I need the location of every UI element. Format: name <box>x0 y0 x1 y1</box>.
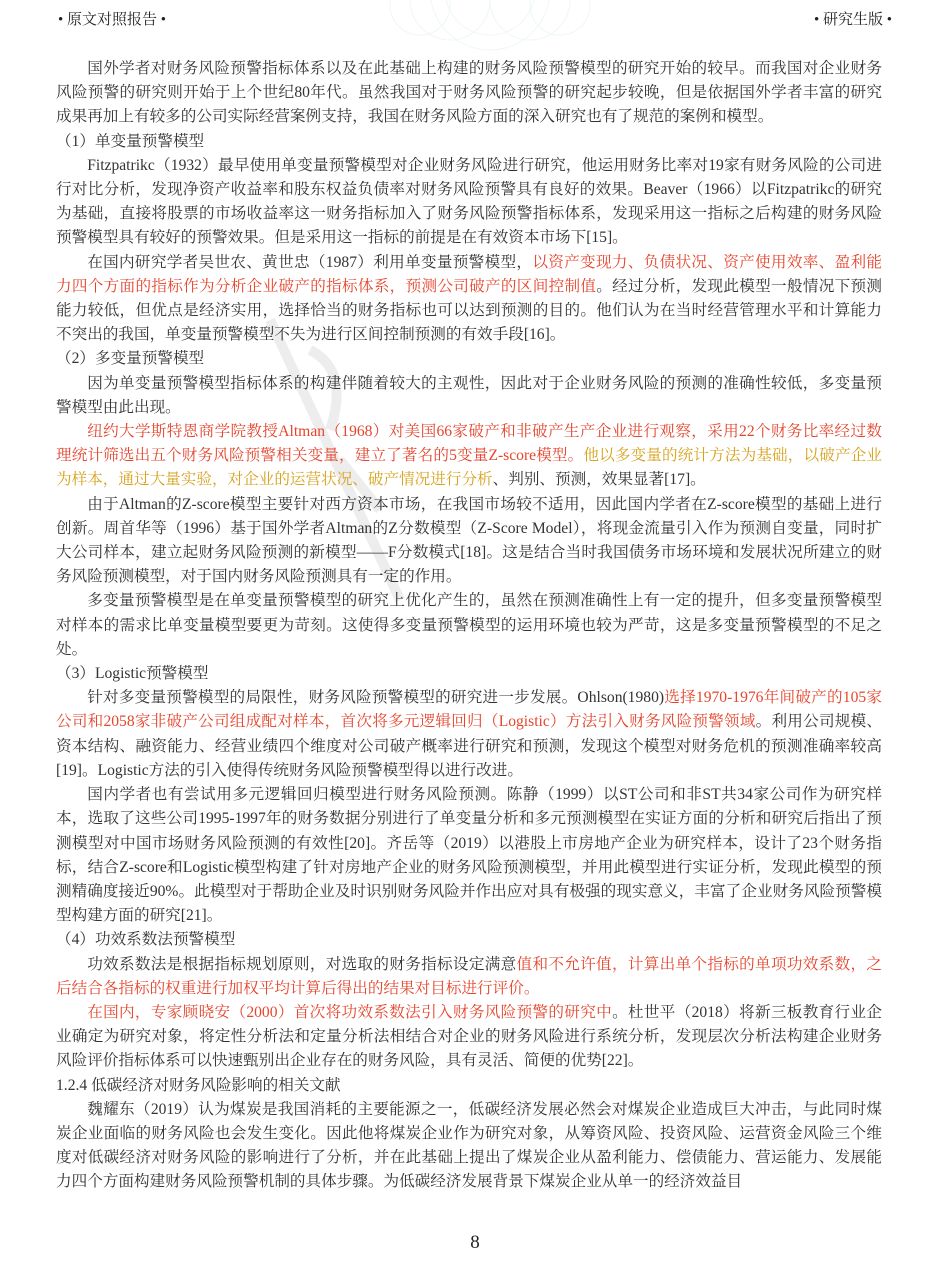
text-segment: 国外学者对财务风险预警指标体系以及在此基础上构建的财务风险预警模型的研究开始的较早。而我国对企业财务风险预警的研究则开始于上个世纪80年代。虽然我国对于财务风险预警的研究起步较晚，但是依据国外学者丰富的研究成果再加上有较多的公司实际经营案例支持，我国在财务风险方面的深入研究也有了规范的案例和模型。 <box>56 60 882 126</box>
text-segment: 。经过分析，发现此模型一般情况下预测能力较低，但优点是经济实用，选择恰当的财务指标也可以达到预测的目的。他们认为在当时经营管理水平和计算能力不突出的我国，单变量预警模型不失为进行区间控制预测的有效手段[16]。 <box>56 277 882 344</box>
text-segment: 功效系数法是根据指标规划原则，对选取的财务指标设定满意 <box>87 955 517 973</box>
text-segment: 在国内研究学者吴世农、黄世忠（1987）利用单变量预警模型， <box>87 253 533 271</box>
text-segment: 因为单变量预警模型指标体系的构建伴随着较大的主观性，因此对于企业财务风险的预测的准确性较低，多变量预警模型由此出现。 <box>56 374 882 416</box>
highlighted-text-yellow: 他以多变量的统计方法为基础，以破产企业为样本，通过大量实验，对企业的运营状况、破产情况进行分析 <box>56 447 882 489</box>
paragraph <box>56 783 882 928</box>
text-segment: （3）Logistic预警模型 <box>56 665 209 683</box>
paragraph <box>56 154 882 251</box>
section-heading <box>56 928 882 952</box>
text-segment: 、判别、预测，效果显著[17]。 <box>492 471 706 489</box>
text-segment: 由于Altman的Z-score模型主要针对西方资本市场，在我国市场较不适用，因此国内学者在Z-score模型的基础上进行创新。周首华等（1996）基于国外学者Altman的Z分数模型（Z-Score Model），将现金流量引入作为预测自变量，同时扩大公司样本，建立起财务风险预测的新模型——F分数模式[18]。这是结合当时我国债务市场环境和发展状况所建立的财务风险预测模型，对于国内财务风险预测具有一定的作用。 <box>56 495 882 586</box>
highlighted-text-red: 选择1970-1976年间破产的105家公司和2058家非破产公司组成配对样本，首次将多元逻辑回归（Logistic）方法引入财务风险预警领域 <box>56 689 882 731</box>
report-header-label: • 原文对照报告 • <box>58 12 167 28</box>
paragraph <box>56 493 882 590</box>
document-body <box>56 0 882 1195</box>
paragraph <box>56 251 882 348</box>
paragraph <box>56 420 882 493</box>
paragraph <box>56 953 882 1001</box>
highlighted-text-red: 以资产变现力、负债状况、资产使用效率、盈利能力四个方面的指标作为分析企业破产的指标体系，预测公司破产的区间控制值 <box>56 253 882 295</box>
paragraph <box>56 589 882 662</box>
paragraph <box>56 57 882 130</box>
section-heading <box>56 347 882 371</box>
paragraph <box>56 1001 882 1074</box>
section-heading <box>56 130 882 154</box>
text-segment: 。杜世平（2018）将新三板教育行业企业确定为研究对象，将定性分析法和定量分析法相结合对企业的财务风险进行系统分析，发现层次分析法构建企业财务风险评价指标体系可以快速甄别出企业存在的财务风险，具有灵活、简便的优势[22]。 <box>56 1003 882 1070</box>
paragraph <box>56 686 882 783</box>
section-heading <box>56 1074 882 1098</box>
paragraph <box>56 1098 882 1195</box>
paragraph <box>56 372 882 420</box>
text-segment: 1.2.4 低碳经济对财务风险影响的相关文献 <box>56 1076 341 1094</box>
highlighted-text-red: 值和不允许值，计算出单个指标的单项功效系数，之后结合各指标的权重进行加权平均计算后得出的结果对目标进行评价。 <box>56 955 882 997</box>
text-segment: 多变量预警模型是在单变量预警模型的研究上优化产生的，虽然在预测准确性上有一定的提升，但多变量预警模型对样本的需求比单变量模型要更为苛刻。这使得多变量预警模型的运用环境也较为严苛，这是多变量预警模型的不足之处。 <box>56 592 882 658</box>
text-segment: 。利用公司规模、资本结构、融资能力、经营业绩四个维度对公司破产概率进行研究和预测，发现这个模型对财务危机的预测准确率较高[19]。Logistic方法的引入使得传统财务风险预警模型得以进行改进。 <box>56 713 882 779</box>
text-segment: （2）多变量预警模型 <box>56 350 205 368</box>
text-segment: （4）功效系数法预警模型 <box>56 931 236 949</box>
highlighted-text-red: 在国内，专家顾晓安（2000）首次将功效系数法引入财务风险预警的研究中 <box>87 1003 613 1021</box>
text-segment: 魏耀东（2019）认为煤炭是我国消耗的主要能源之一，低碳经济发展必然会对煤炭企业造成巨大冲击，与此同时煤炭企业面临的财务风险也会发生变化。因此他将煤炭企业作为研究对象，从筹资风险、投资风险、运营资金风险三个维度对低碳经济对财务风险的影响进行了分析，并在此基础上提出了煤炭企业从盈利能力、偿债能力、营运能力、发展能力四个方面构建财务风险预警机制的具体步骤。为低碳经济发展背景下煤炭企业从单一的经济效益目 <box>56 1100 882 1191</box>
highlighted-text-red: 纽约大学斯特恩商学院教授Altman（1968）对美国66家破产和非破产生产企业进行观察，采用22个财务比率经过数理统计筛选出五个财务风险预警相关变量，建立了著名的5变量Z-score模型。 <box>56 423 882 465</box>
text-segment: （1）单变量预警模型 <box>56 132 205 150</box>
text-segment: Fitzpatrikc（1932）最早使用单变量预警模型对企业财务风险进行研究，他运用财务比率对19家有财务风险的公司进行对比分析，发现净资产收益率和股东权益负债率对财务风险预警具有良好的效果。Beaver（1966）以Fitzpatrikc的研究为基础，直接将股票的市场收益率这一财务指标加入了财务风险预警指标体系，发现采用这一指标之后构建的财务风险预警模型具有较好的预警效果。但是采用这一指标的前提是在有效资本市场下[15]。 <box>56 156 882 247</box>
edition-header-label: • 研究生版 • <box>813 12 892 28</box>
text-segment: 针对多变量预警模型的局限性，财务风险预警模型的研究进一步发展。Ohlson(1980) <box>87 689 665 707</box>
section-heading <box>56 662 882 686</box>
page-number: 8 <box>470 1231 480 1253</box>
text-segment: 国内学者也有尝试用多元逻辑回归模型进行财务风险预测。陈静（1999）以ST公司和非ST共34家公司作为研究样本，选取了这些公司1995-1997年的财务数据分别进行了单变量分析和多元预测模型在实证方面的分析和研究后指出了预测模型对中国市场财务风险预测的有效性[20]。齐岳等（2019）以港股上市房地产企业为研究样本，设计了23个财务指标，结合Z-score和Logistic模型构建了针对房地产企业的财务风险预测模型，并用此模型进行实证分析，发现此模型的预测精确度接近90%。此模型对于帮助企业及时识别财务风险并作出应对具有极强的现实意义，丰富了企业财务风险预警模型构建方面的研究[21]。 <box>56 786 882 925</box>
